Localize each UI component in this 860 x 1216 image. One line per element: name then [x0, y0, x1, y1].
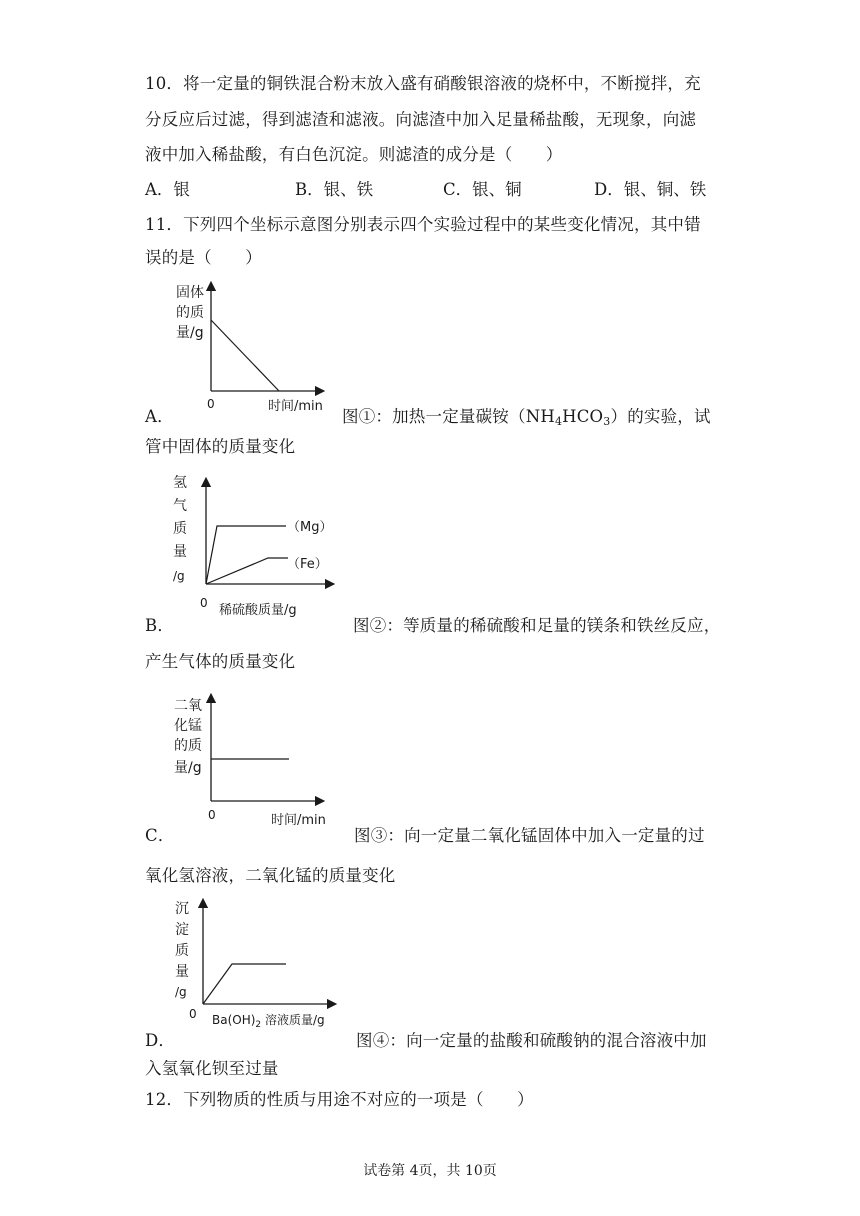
graph-a: [170, 280, 340, 415]
graph-d: [170, 897, 350, 1033]
option-d-desc-2: 入氢氧化钡至过量: [145, 1059, 279, 1078]
q10-option-b: B．银、铁: [295, 180, 374, 199]
q10-line-2: 分反应后过滤，得到滤渣和滤液。向滤渣中加入足量稀盐酸，无现象，向滤: [145, 110, 697, 129]
series-mg-label: （Mg）: [287, 520, 333, 535]
option-b-desc-2: 产生气体的质量变化: [145, 652, 296, 671]
series-mg-line: [206, 526, 286, 584]
option-d-label: D．: [145, 1031, 176, 1050]
y-label-3: 量/g: [176, 325, 204, 341]
origin-label: 0: [200, 596, 208, 610]
y-label-3: 质: [175, 943, 189, 959]
y-label-3: 质: [173, 521, 187, 537]
origin-label: 0: [189, 1007, 197, 1021]
y-label-2: 化锰: [174, 718, 202, 734]
y-label-5: /g: [175, 985, 187, 999]
q10-line-3: 液中加入稀盐酸，有白色沉淀。则滤渣的成分是（ ）: [145, 145, 563, 164]
q12-line-1: 12．下列物质的性质与用途不对应的一项是（ ）: [145, 1090, 534, 1109]
option-a-desc-2: 管中固体的质量变化: [145, 437, 296, 456]
x-label: 稀硫酸质量/g: [219, 603, 297, 618]
page-footer: 试卷第 4页，共 10页: [363, 1163, 497, 1179]
y-label-1: 固体: [176, 285, 204, 301]
q10-line-1: 10．将一定量的铜铁混合粉末放入盛有硝酸银溶液的烧杯中，不断搅拌，充: [145, 74, 701, 93]
option-c-desc-2: 氧化氢溶液，二氧化锰的质量变化: [145, 866, 396, 885]
option-b-desc-1: 图②：等质量的稀硫酸和足量的镁条和铁丝反应，: [353, 616, 721, 635]
option-c-label: C．: [145, 826, 175, 845]
origin-label: 0: [208, 808, 216, 822]
series-fe-label: （Fe）: [287, 557, 328, 572]
y-label-1: 沉: [175, 901, 189, 917]
q10-option-c: C．银、铜: [443, 180, 522, 199]
option-b-label: B．: [145, 616, 175, 635]
series-fe-line: [206, 558, 288, 584]
y-label-1: 氢: [173, 475, 187, 491]
y-label-3: 的质: [174, 738, 202, 754]
x-label: $Ba(OH)_2$ 溶液质量/g: [212, 1013, 325, 1030]
y-label-1: 二氧: [174, 698, 202, 714]
y-label-4: 量: [175, 964, 189, 980]
y-label-2: 淀: [175, 922, 189, 938]
x-label: 时间/min: [271, 813, 326, 828]
option-c-desc-1: 图③：向一定量二氧化锰固体中加入一定量的过: [354, 826, 705, 845]
q11-line-1: 11．下列四个坐标示意图分别表示四个实验过程中的某些变化情况，其中错: [145, 215, 701, 234]
option-a-desc-1: 图①：加热一定量碳铵$(NH_4HCO_3)$的实验，试: [342, 407, 711, 428]
q10-option-a: A．银: [145, 180, 190, 199]
y-label-2: 气: [173, 498, 187, 514]
graph-b: [170, 472, 340, 620]
series-line-solid: [211, 320, 279, 391]
y-label-4: 量/g: [174, 760, 202, 776]
origin-label: 0: [207, 397, 215, 411]
option-a-label: A．: [145, 407, 174, 426]
q10-option-d: D．银、铜、铁: [594, 180, 707, 199]
y-label-2: 的质: [176, 305, 204, 321]
graph-c: [170, 688, 340, 830]
option-d-desc-1: 图④：向一定量的盐酸和硫酸钠的混合溶液中加: [356, 1031, 707, 1050]
x-label: 时间/min: [268, 399, 323, 414]
q11-line-2: 误的是（ ）: [145, 248, 262, 267]
y-label-4: 量: [173, 544, 187, 560]
y-label-5: /g: [173, 569, 185, 583]
series-line-solid: [203, 964, 286, 1004]
